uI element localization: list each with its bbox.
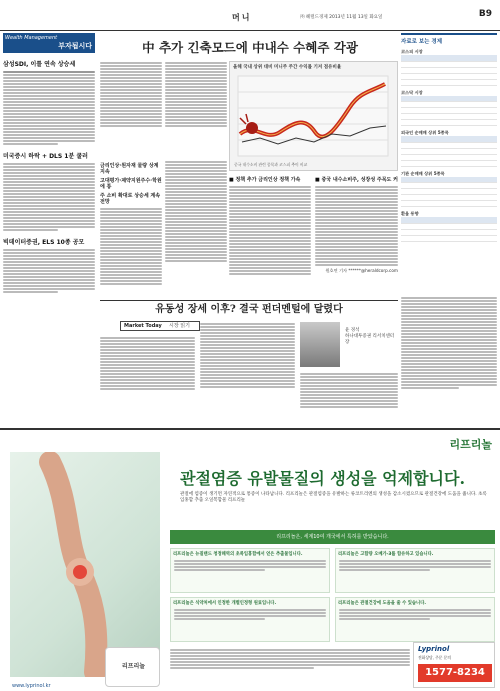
data-table	[401, 177, 497, 208]
main-article-col-1b	[100, 160, 162, 286]
left-column	[3, 33, 95, 425]
main-article-col-2	[165, 61, 227, 128]
columnist-role: 하나대투증권 리서치센터장	[345, 334, 395, 345]
date-line: ㈜ 헤럴드경제 2013년 11월 13일 화요일	[300, 15, 383, 20]
table-title: 환율 동향	[401, 211, 419, 216]
market-today-tag	[120, 321, 200, 331]
left-article-3-body	[3, 249, 95, 293]
ad-headline-b: 유발물질의 생성을 억제합니다.	[241, 469, 466, 488]
product-box-label: 리프리놀	[121, 663, 146, 670]
page-header	[0, 0, 500, 32]
main-article-col-3	[229, 174, 311, 276]
benefit-text: 리프리놀은 고함량 오메가-3를 함유하고 있습니다.	[338, 552, 434, 557]
lyprinol-logo: Lyprinol	[418, 645, 450, 653]
chart-caption: 중국 내수소비 관련 종목과 코스피 추이 비교	[234, 162, 308, 167]
left-headline-1: 삼성SDI, 이틀 연속 상승세	[3, 61, 76, 68]
benefit-cell	[170, 548, 330, 593]
dragon-chart-graphic	[229, 61, 398, 171]
article-2-col-1	[100, 336, 195, 391]
ad-fine-print	[170, 648, 410, 683]
benefit-text: 리프리놀은 관절건강에 도움을 줄 수 있습니다.	[338, 601, 426, 606]
left-headline-3: 빅데이터증권, ELS 10종 공모	[3, 239, 85, 246]
tag-right: 시장 읽기	[169, 323, 190, 329]
subhead-1c: 주 소비 확대로 상승세 계속 전망	[100, 193, 161, 205]
data-table	[401, 96, 497, 127]
market-today-article	[100, 300, 398, 425]
ad-benefit-grid	[170, 548, 495, 643]
table-title: 코스피 시장	[401, 49, 423, 54]
ad-green-bar: 리프리놀은, 세계10여 개국에서 특허를 받았습니다.	[170, 530, 495, 544]
left-headline-2: 미국증시 하락 + DLS 1분 쿨러	[3, 153, 88, 160]
dragon-line-illustration	[230, 62, 397, 170]
order-phone-number[interactable]: 1577-8234	[418, 664, 492, 682]
wealth-management-banner	[3, 33, 95, 53]
article-2-col-2	[200, 322, 295, 389]
banner-subtitle: Wealth Management	[5, 35, 58, 41]
phone-label: 전화상담, 주문 문의	[418, 655, 451, 660]
benefit-text: 리프리놀은 식약처에서 인정한 개별인정형 원료입니다.	[173, 601, 277, 606]
data-table	[401, 55, 497, 86]
benefit-cell	[170, 597, 330, 642]
subhead-2: ■ 정책 추가 금리인상 정책 가속	[229, 177, 301, 183]
columnist-byline	[345, 328, 398, 346]
tag-left: Market Today	[124, 323, 162, 329]
benefit-text: 리프리놀은 뉴질랜드 청정해역의 초록입홍합에서 얻은 추출물입니다.	[173, 552, 303, 557]
page-number: B9	[478, 9, 492, 19]
ad-knee-photo	[10, 452, 160, 677]
table-title: 기관 순매매 상위 5종목	[401, 170, 445, 176]
header-rule	[0, 30, 500, 31]
data-table	[401, 217, 497, 242]
main-article-col-1	[100, 61, 162, 128]
left-article-2-body	[3, 163, 95, 231]
columnist-photo	[300, 322, 340, 367]
ad-subtext: 관절에 염증이 생기면 자연적으로 통증이 나타납니다. 리프리놀은 관절염증을 유발하는 류코트리엔의 생성을 감소시켰으므로 관절건강에 도움을 줍니다. 초록입홍합 추출 오일복합물 리프리놀	[180, 492, 487, 503]
economy-data-sidebar	[401, 33, 497, 295]
main-article-col-4	[315, 174, 398, 276]
benefit-cell	[335, 597, 495, 642]
left-article-1-body	[3, 71, 95, 145]
main-article-col-2b	[165, 160, 227, 263]
table-title: 외국인 순매매 상위 5종목	[401, 130, 449, 135]
chart-title: 올해 국내 상위 대비 미니주 주간 수익률 기저 점유비율	[233, 65, 342, 70]
data-table	[401, 136, 497, 167]
sidebar-article	[401, 296, 497, 390]
subhead-1: 금리인상·원자재 물량 상계 지속	[100, 163, 159, 175]
section-name: 머니	[232, 13, 252, 22]
ad-top	[0, 432, 500, 454]
order-contact-box[interactable]	[413, 642, 495, 688]
banner-title: 부자됩시다	[58, 42, 92, 50]
columnist-name: 윤 경석	[345, 328, 360, 333]
sidebar-title: 자료로 보는 경제	[401, 33, 497, 45]
main-headline: 中 추가 긴축모드에 中내수 수혜주 각광	[142, 40, 358, 55]
subhead-1b: 고대평가·제약지원주수·학원에 통	[100, 178, 162, 190]
ad-headline	[180, 466, 490, 489]
ad-headline-a: 관절염증	[180, 469, 242, 488]
article-2-col-3	[300, 372, 398, 409]
knee-illustration	[10, 452, 160, 677]
table-title: 코스닥 시장	[401, 89, 423, 95]
ad-brand: 리프리놀	[449, 438, 492, 451]
article-2-headline: 유동성 장세 이후? 결국 펀더멘털에 달렸다	[100, 300, 398, 318]
subhead-3: ■ 중국 내수소비주, 성장성 주목도 커	[315, 177, 398, 183]
product-box	[105, 647, 160, 687]
benefit-cell	[335, 548, 495, 593]
lyprinol-advertisement[interactable]	[0, 428, 500, 691]
ad-website-link[interactable]: www.lyprinol.kr	[12, 683, 51, 689]
author-credit: 원호연 기자 ******@heraldcorp.com	[325, 268, 398, 273]
